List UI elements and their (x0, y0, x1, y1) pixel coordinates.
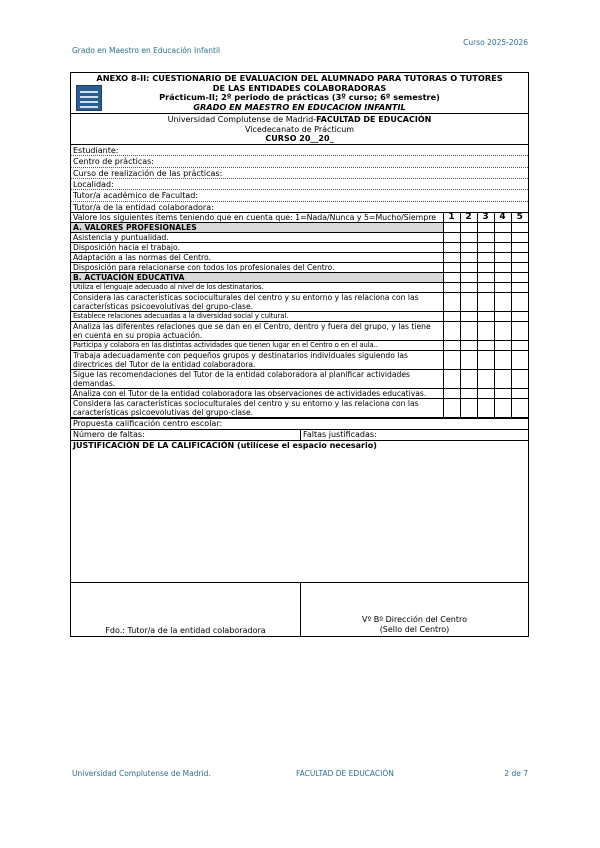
rating-cell[interactable] (460, 312, 477, 322)
form-title: ANEXO 8-II: CUESTIONARIO DE EVALUACION DEL ALUMNADO PARA TUTORAS O TUTORES (96, 73, 503, 83)
rating-cell[interactable] (443, 341, 460, 351)
director-stamp-box[interactable] (301, 583, 528, 636)
rating-cell[interactable] (477, 322, 494, 341)
item-label: Participa y colabora en las distintas actividades que tienen lugar en el Centro o en el aula.. (71, 341, 443, 351)
item-label: Trabaja adecuadamente con pequeños grupos y destinatarios individuales siguiendo las directrices del Tutor de la entidad colaboradora. (71, 351, 443, 370)
table-row (71, 399, 528, 418)
form-subtitle: Prácticum-II; 2º periodo de prácticas (3º curso; 6º semestre) (159, 92, 440, 102)
form-title-line2: DE LAS ENTIDADES COLABORADORAS (212, 82, 387, 93)
rating-cell[interactable] (443, 351, 460, 370)
rating-cell[interactable] (494, 370, 511, 389)
director-approval-label: Vº Bº Dirección del Centro (361, 615, 468, 625)
rating-cell[interactable] (460, 399, 477, 418)
rating-cell[interactable] (511, 389, 528, 399)
table-row (71, 312, 528, 322)
header-course: Curso 2025-2026 (463, 38, 528, 47)
rating-cell[interactable] (460, 263, 477, 273)
table-row (71, 263, 528, 273)
rating-cell[interactable] (460, 293, 477, 312)
justification-area[interactable] (71, 440, 528, 582)
rating-cell[interactable] (477, 233, 494, 243)
rating-cell[interactable] (477, 351, 494, 370)
rating-cell[interactable] (443, 233, 460, 243)
locality-field[interactable]: Localidad: (71, 179, 528, 190)
center-stamp-label: (Sello del Centro) (379, 625, 450, 635)
student-info-fields (71, 145, 528, 213)
rating-cell[interactable] (511, 233, 528, 243)
tutor-signature-label: Fdo.: Tutor/a de la entidad colaboradora (105, 626, 266, 636)
header-degree: Grado en Maestro en Educación Infantil (72, 46, 221, 55)
entity-tutor-field[interactable]: Tutor/a de la entidad colaboradora: (71, 202, 528, 213)
student-field[interactable]: Estudiante: (71, 145, 528, 156)
rating-cell[interactable] (460, 370, 477, 389)
rating-cell[interactable] (477, 370, 494, 389)
rating-cell[interactable] (511, 243, 528, 253)
table-row (71, 370, 528, 389)
scale-level-4: 4 (494, 213, 511, 223)
university-block (71, 114, 528, 145)
item-label: Asistencia y puntualidad. (71, 233, 443, 243)
item-label: Establece relaciones adecuadas a la diversidad social y cultural. (71, 312, 443, 322)
rating-cell[interactable] (477, 263, 494, 273)
evaluation-form (70, 72, 529, 637)
scale-instruction: Valore los siguientes ítems teniendo que en cuenta que: 1=Nada/Nunca y 5=Mucho/Siempre (71, 213, 443, 223)
rating-cell[interactable] (494, 243, 511, 253)
rating-cell[interactable] (494, 322, 511, 341)
rating-cell[interactable] (443, 243, 460, 253)
section-header-row (71, 223, 528, 233)
rating-cell[interactable] (494, 389, 511, 399)
rating-cell[interactable] (443, 322, 460, 341)
rating-cell[interactable] (443, 312, 460, 322)
rating-cell[interactable] (460, 389, 477, 399)
section-header-row (71, 273, 528, 283)
grade-proposal-field[interactable]: Propuesta calificación centro escolar: (73, 419, 223, 429)
rating-cell[interactable] (460, 283, 477, 293)
rating-cell[interactable] (511, 370, 528, 389)
practice-center-field[interactable]: Centro de prácticas: (71, 156, 528, 167)
rating-cell[interactable] (443, 389, 460, 399)
scale-level-3: 3 (477, 213, 494, 223)
table-row (71, 253, 528, 263)
rating-cell[interactable] (477, 389, 494, 399)
rating-cell[interactable] (443, 370, 460, 389)
university-logo-icon (76, 85, 102, 111)
table-row (71, 243, 528, 253)
rating-cell[interactable] (494, 312, 511, 322)
footer-faculty: FACULTAD DE EDUCACIÓN (296, 769, 394, 778)
item-label: Analiza las diferentes relaciones que se dan en el Centro, dentro y fuera del grupo, y las tiene en cuenta en su propia actuación. (71, 322, 443, 341)
form-degree: GRADO EN MAESTRO EN EDUCACION INFANTIL (193, 101, 406, 112)
rating-cell[interactable] (443, 399, 460, 418)
rating-cell[interactable] (494, 293, 511, 312)
scale-level-5: 5 (511, 213, 528, 223)
form-title-block (71, 73, 528, 114)
footer-page-number: 2 de 7 (504, 769, 528, 778)
item-label: Utiliza el lenguaje adecuado al nivel de los destinatarios. (71, 283, 443, 293)
practice-course-field[interactable]: Curso de realización de las prácticas: (71, 168, 528, 179)
rating-cell[interactable] (443, 253, 460, 263)
rating-cell[interactable] (477, 312, 494, 322)
item-label: Adaptación a las normas del Centro. (71, 253, 443, 263)
evaluation-table (71, 213, 528, 418)
absences-field[interactable]: Número de faltas: (71, 430, 301, 440)
justification-title: JUSTIFICACIÓN DE LA CALIFICACIÓN (utilícese el espacio necesario) (73, 441, 377, 451)
rating-cell[interactable] (477, 283, 494, 293)
rating-cell[interactable] (443, 263, 460, 273)
rating-cell[interactable] (443, 283, 460, 293)
section-a-title: A. VALORES PROFESIONALES (71, 223, 443, 233)
table-row (71, 322, 528, 341)
faculty-name: FACULTAD DE EDUCACIÓN (316, 115, 432, 124)
table-row (71, 283, 528, 293)
rating-cell[interactable] (460, 233, 477, 243)
rating-cell[interactable] (511, 253, 528, 263)
item-label: Considera las características socioculturales del centro y su entorno y las relaciona con las características psicoevolutivas del grupo-clase. (71, 399, 443, 418)
grade-proposal-row (71, 418, 528, 429)
rating-cell[interactable] (511, 263, 528, 273)
scale-level-1: 1 (443, 213, 460, 223)
rating-cell[interactable] (511, 322, 528, 341)
rating-cell[interactable] (511, 283, 528, 293)
course-year: CURSO 20__20_ (265, 134, 334, 144)
rating-cell[interactable] (494, 263, 511, 273)
rating-cell[interactable] (460, 322, 477, 341)
rating-cell[interactable] (494, 233, 511, 243)
rating-cell[interactable] (443, 293, 460, 312)
absences-row (71, 429, 528, 440)
rating-cell[interactable] (511, 312, 528, 322)
table-row (71, 341, 528, 351)
tutor-signature-box[interactable] (71, 583, 301, 636)
table-row (71, 233, 528, 243)
rating-cell[interactable] (494, 341, 511, 351)
rating-cell[interactable] (477, 253, 494, 263)
rating-cell[interactable] (460, 253, 477, 263)
item-label: Analiza con el Tutor de la entidad colaboradora las observaciones de actividades educativas. (71, 389, 443, 399)
grading-block (71, 418, 528, 636)
rating-cell[interactable] (511, 399, 528, 418)
rating-cell[interactable] (494, 351, 511, 370)
rating-cell[interactable] (477, 243, 494, 253)
rating-cell[interactable] (460, 341, 477, 351)
table-row (71, 293, 528, 312)
rating-cell[interactable] (460, 351, 477, 370)
rating-cell[interactable] (511, 351, 528, 370)
rating-cell[interactable] (477, 399, 494, 418)
university-name: Universidad Complutense de Madrid- (167, 115, 317, 124)
footer-university: Universidad Complutense de Madrid. (72, 769, 211, 778)
rating-cell[interactable] (477, 341, 494, 351)
justified-absences-field[interactable]: Faltas justificadas: (303, 430, 377, 440)
rating-cell[interactable] (511, 341, 528, 351)
table-row (71, 351, 528, 370)
rating-cell[interactable] (494, 253, 511, 263)
rating-cell[interactable] (494, 283, 511, 293)
rating-cell[interactable] (511, 293, 528, 312)
academic-tutor-field[interactable]: Tutor/a académico de Facultad: (71, 190, 528, 201)
item-label: Disposición para relacionarse con todos los profesionales del Centro. (71, 263, 443, 273)
rating-cell[interactable] (460, 243, 477, 253)
rating-cell[interactable] (494, 399, 511, 418)
item-label: Sigue las recomendaciones del Tutor de la entidad colaboradora al planificar actividades demandas. (71, 370, 443, 389)
item-label: Disposición hacia el trabajo. (71, 243, 443, 253)
rating-cell[interactable] (477, 293, 494, 312)
table-row (71, 389, 528, 399)
section-b-title: B. ACTUACIÓN EDUCATIVA (71, 273, 443, 283)
scale-header-row (71, 213, 528, 223)
item-label: Considera las características socioculturales del centro y su entorno y las relaciona con las características psicoevolutivas del grupo-clase. (71, 293, 443, 312)
vicedean-office: Vicedecanato de Prácticum (244, 124, 355, 134)
signature-row (71, 582, 528, 636)
scale-level-2: 2 (460, 213, 477, 223)
